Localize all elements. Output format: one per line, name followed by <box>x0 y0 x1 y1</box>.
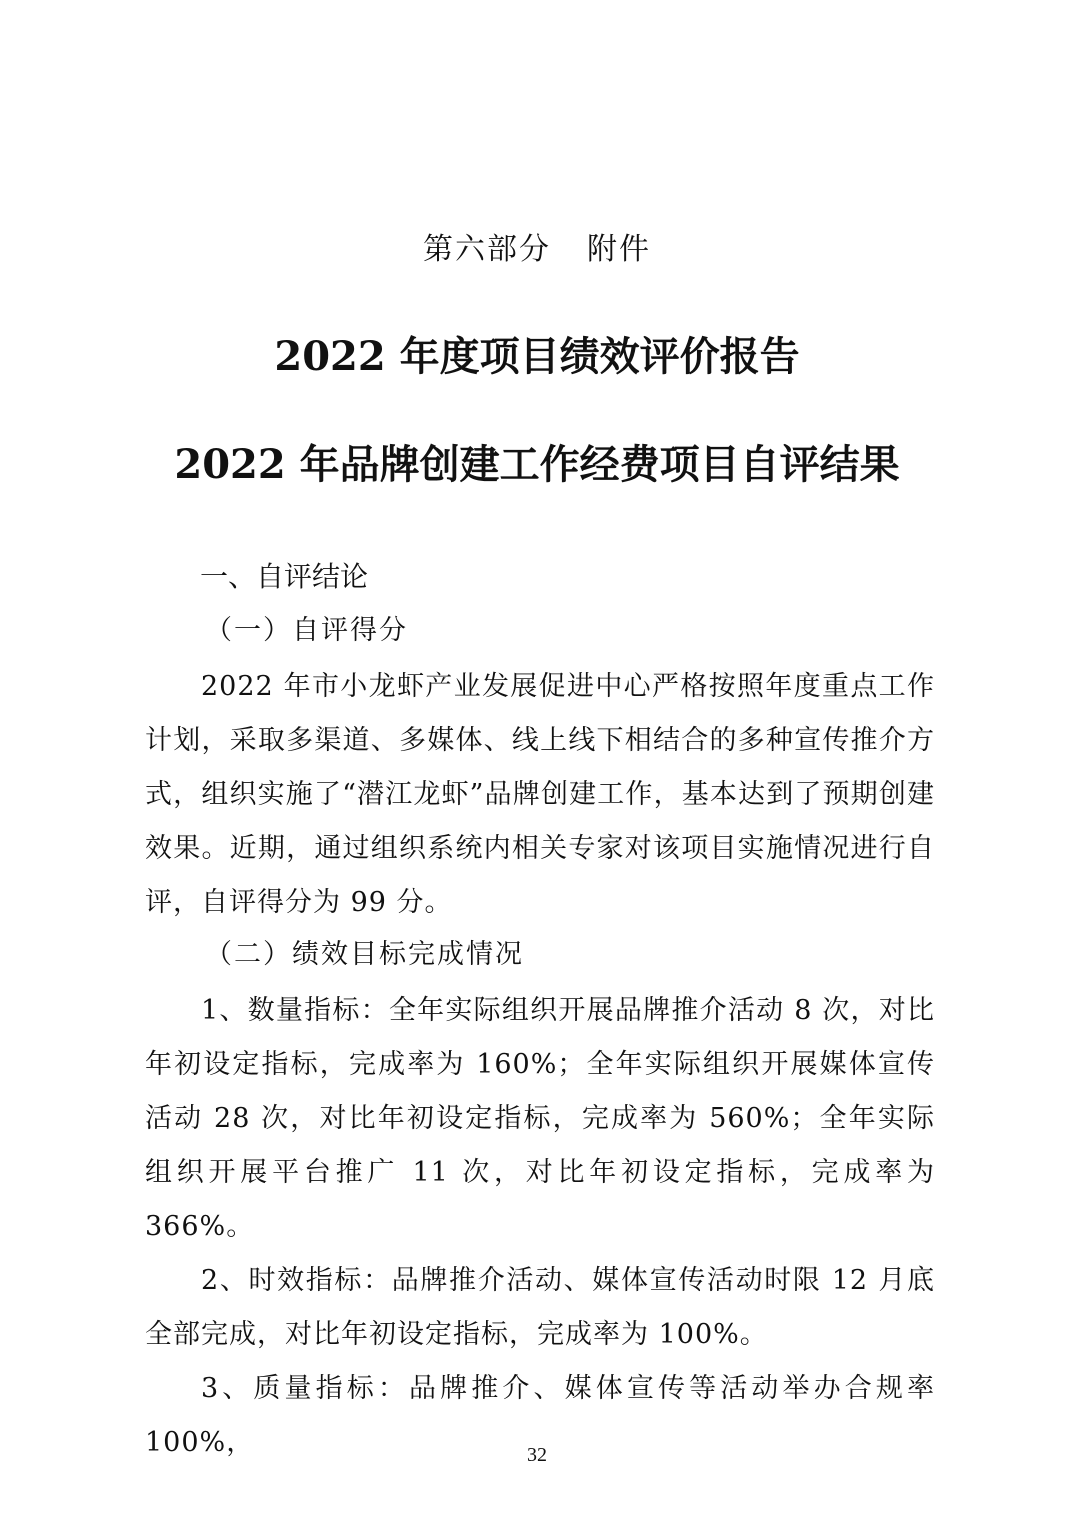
subsection-heading-performance-goals: （二）绩效目标完成情况 <box>205 939 524 970</box>
subsection-heading-score: （一）自评得分 <box>205 615 408 646</box>
report-title: 2022 年度项目绩效评价报告 <box>274 333 800 380</box>
timeliness-indicator-paragraph: 2、时效指标：品牌推介活动、媒体宣传活动时限 12 月底全部完成，对比年初设定指标，完成率为 100%。 <box>145 1265 935 1350</box>
part-label: 第六部分 <box>423 232 551 267</box>
quality-indicator-paragraph: 3、质量指标：品牌推介、媒体宣传等活动举办合规率 100%， <box>145 1373 935 1458</box>
score-paragraph-block <box>145 660 935 930</box>
part-heading <box>0 225 1074 275</box>
indicator-paragraphs <box>145 984 935 1470</box>
score-paragraph: 2022 年市小龙虾产业发展促进中心严格按照年度重点工作计划，采取多渠道、多媒体、线上线下相结合的多种宣传推介方式，组织实施了“潜江龙虾”品牌创建工作，基本达到了预期创建效果。近期，通过组织系统内相关专家对该项目实施情况进行自评，自评得分为 99 分。 <box>145 671 935 918</box>
section-heading-self-evaluation-conclusion: 一、自评结论 <box>200 560 369 593</box>
quantity-indicator-paragraph: 1、数量指标：全年实际组织开展品牌推介活动 8 次，对比年初设定指标，完成率为 160%；全年实际组织开展媒体宣传活动 28 次，对比年初设定指标，完成率为 560%；全年实际组织开展平台推广 11 次，对比年初设定指标，完成率为 366%。 <box>145 995 935 1242</box>
part-name: 附件 <box>587 232 651 267</box>
page-number: 32 <box>527 1444 547 1466</box>
project-title: 2022 年品牌创建工作经费项目自评结果 <box>174 441 900 488</box>
